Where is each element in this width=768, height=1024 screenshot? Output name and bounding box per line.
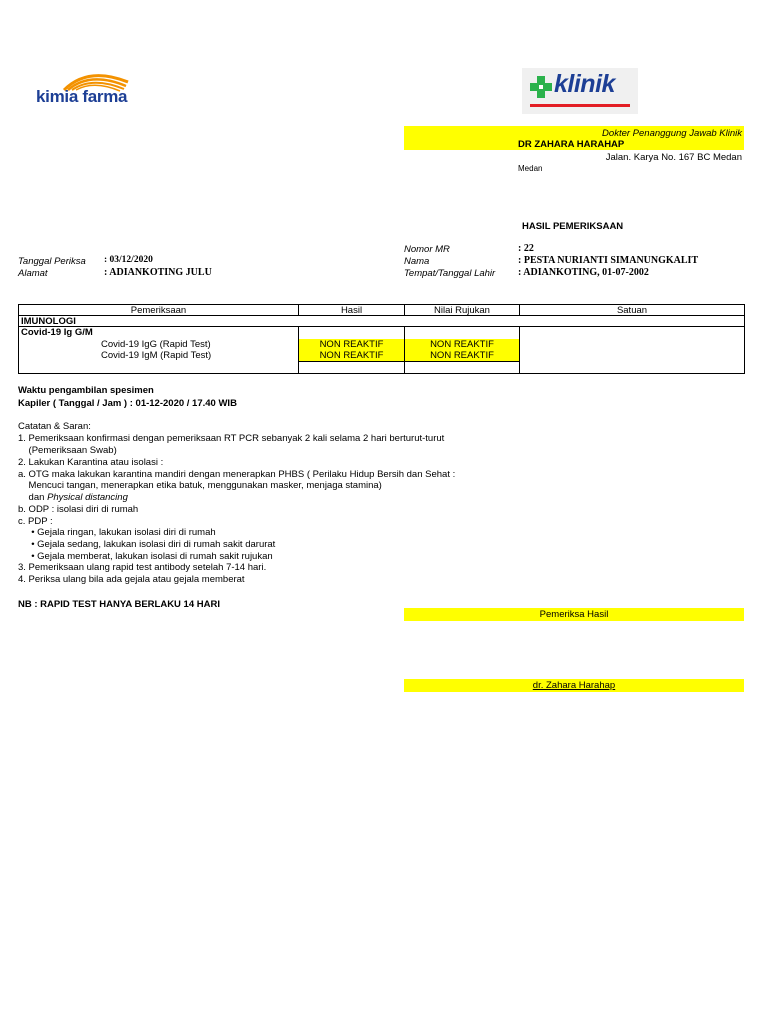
address-line-2: Medan <box>518 164 543 173</box>
pemeriksa-name: dr. Zahara Harahap <box>532 680 616 691</box>
note-line: c. PDP : <box>18 516 53 527</box>
note-line: a. OTG maka lakukan karantina mandiri dengan menerapkan PHBS ( Perilaku Hidup Bersih dan Sehat : <box>18 469 456 480</box>
note-line: • Gejala ringan, lakukan isolasi diri di rumah <box>18 527 216 538</box>
doctor-label: Dokter Penanggung Jawab Klinik <box>602 128 742 139</box>
nb-note: NB : RAPID TEST HANYA BERLAKU 14 HARI <box>18 599 220 610</box>
header-rujukan: Nilai Rujukan <box>434 305 490 316</box>
row-igm-name: Covid-19 IgM (Rapid Test) <box>101 350 212 361</box>
section-imunologi: IMUNOLOGI <box>21 316 76 327</box>
note-line: 1. Pemeriksaan konfirmasi dengan pemeriksaan RT PCR sebanyak 2 kali selama 2 hari berturut-turut <box>18 433 445 444</box>
tanggal-value: : 03/12/2020 <box>104 255 153 265</box>
row-igg-hasil: NON REAKTIF <box>299 339 404 350</box>
alamat-label: Alamat <box>18 268 48 279</box>
pemeriksa-label: Pemeriksa Hasil <box>539 609 609 620</box>
specimen-title: Waktu pengambilan spesimen <box>18 385 154 396</box>
note-physical-italic: Physical distancing <box>47 492 128 503</box>
specimen-kapiler: Kapiler ( Tanggal / Jam ) : 01-12-2020 / 17.40 WIB <box>18 398 237 409</box>
kimia-farma-logo <box>34 64 154 110</box>
header-hasil: Hasil <box>340 305 363 316</box>
note-line: • Gejala sedang, lakukan isolasi diri di rumah sakit darurat <box>18 539 276 550</box>
mr-label: Nomor MR <box>404 244 450 255</box>
header-satuan: Satuan <box>616 305 648 316</box>
nama-label: Nama <box>404 256 430 267</box>
plus-icon <box>530 76 552 98</box>
note-physical-prefix: dan <box>18 492 48 503</box>
note-line: (Pemeriksaan Swab) <box>18 445 117 456</box>
mr-value: : 22 <box>518 243 534 254</box>
note-line: Mencuci tangan, menerapkan etika batuk, menggunakan masker, menjaga stamina) <box>18 480 382 491</box>
note-physical-line <box>18 492 128 503</box>
row-igg-rujukan: NON REAKTIF <box>405 339 519 350</box>
row-igg-name: Covid-19 IgG (Rapid Test) <box>101 339 211 350</box>
group-covid: Covid-19 Ig G/M <box>21 327 93 338</box>
ttl-label: Tempat/Tanggal Lahir <box>404 268 496 279</box>
page-title: HASIL PEMERIKSAAN <box>522 221 624 232</box>
note-line: • Gejala memberat, lakukan isolasi di rumah sakit rujukan <box>18 551 273 562</box>
notes-title: Catatan & Saran: <box>18 421 91 432</box>
note-line: 4. Periksa ulang bila ada gejala atau gejala memberat <box>18 574 245 585</box>
note-line: 2. Lakukan Karantina atau isolasi : <box>18 457 164 468</box>
tanggal-label: Tanggal Periksa <box>18 256 86 267</box>
alamat-value: : ADIANKOTING JULU <box>104 267 212 278</box>
header-pemeriksaan: Pemeriksaan <box>130 305 187 316</box>
kimia-farma-wordmark: kimia farma <box>36 87 128 106</box>
klinik-underline <box>530 104 630 107</box>
nama-value: : PESTA NURIANTI SIMANUNGKALIT <box>518 255 699 266</box>
address-line-1: Jalan. Karya No. 167 BC Medan <box>605 152 742 163</box>
klinik-wordmark: klinik <box>554 70 615 98</box>
ttl-value: : ADIANKOTING, 01-07-2002 <box>518 267 649 278</box>
doctor-name: DR ZAHARA HARAHAP <box>518 139 625 150</box>
row-igm-rujukan: NON REAKTIF <box>405 350 519 361</box>
klinik-logo <box>522 68 638 114</box>
note-line: 3. Pemeriksaan ulang rapid test antibody setelah 7-14 hari. <box>18 562 267 573</box>
note-line: b. ODP : isolasi diri di rumah <box>18 504 139 515</box>
row-igm-hasil: NON REAKTIF <box>299 350 404 361</box>
result-table <box>18 304 745 374</box>
